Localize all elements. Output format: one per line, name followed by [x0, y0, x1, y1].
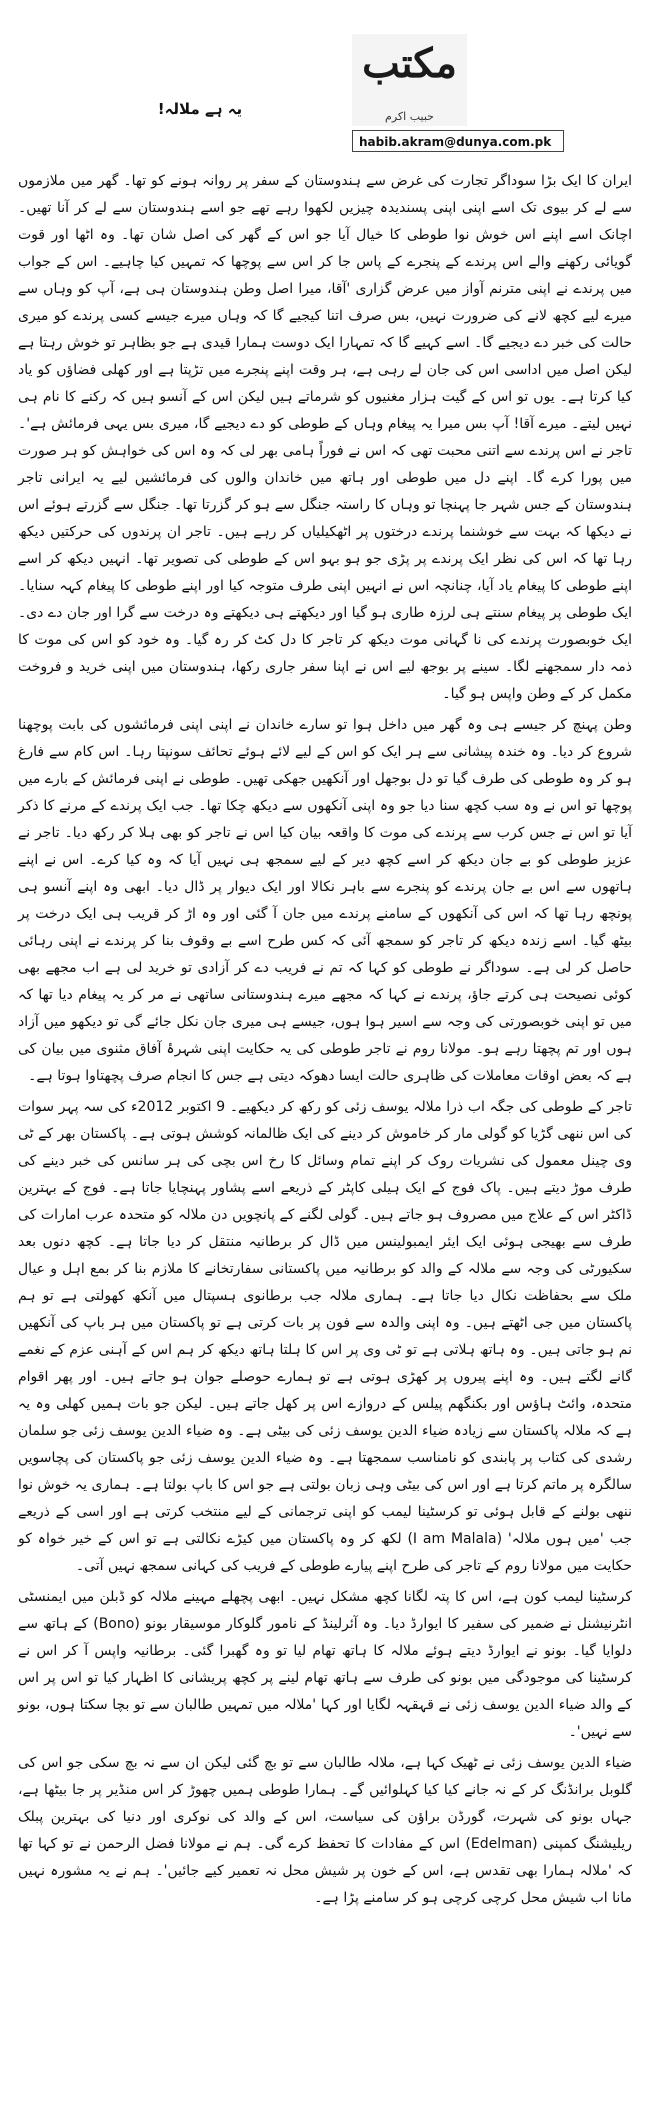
author-email: habib.akram@dunya.com.pk — [352, 130, 564, 152]
logo-text: مکتب — [362, 40, 457, 87]
article-paragraph-3: تاجر کے طوطی کی جگہ اب ذرا ملالہ یوسف زئی کو رکھ کر دیکھیے۔ 9 اکتوبر 2012ء کی سہ پہر سوات کی اس ننھی گڑیا کو گولی مار کر خاموش کر دینے کی ایک ظالمانہ کوشش ہوتی ہے۔ پاکستان بھر کے ٹی وی چینل معمول کی نشریات روک کر اپنے تمام وسائل کا رخ اس بچی کی ہر سانس کی خبر دینے کی طرف موڑ دیتے ہیں۔ پاک فوج کے ایک ہیلی کاپٹر کے ذریعے اسے پشاور پہنچایا جاتا ہے۔ فوج کے بہترین ڈاکٹر اس کے علاج میں مصروف ہو جاتے ہیں۔ گولی لگنے کے پانچویں دن ملالہ کو متحدہ عرب امارات کی طرف سے بھیجی ہوئی ایک ایئر ایمبولینس میں ڈال کر برطانیہ منتقل کر دیا جاتا ہے۔ کچھ دنوں بعد سکیورٹی کی وجہ سے ملالہ کے والد کو برطانیہ میں پاکستانی سفارتخانے کا ملازم بنا کر بمع اہل و عیال ملک سے بحفاظت نکال دیا جاتا ہے۔ ہماری ملالہ جب برطانوی ہسپتال میں آنکھ کھولتی ہے تو ہم پاکستان میں جی اٹھتے ہیں۔ وہ اپنی والدہ سے فون پر بات کرتی ہے تو پاکستان میں ہر باپ کی آنکھیں نم ہو جاتی ہیں۔ وہ ہاتھ ہلاتی ہے تو ٹی وی پر اس کا ہلتا ہاتھ دیکھ کر ہم اس کے آہنی عزم کے نغمے گانے لگتے ہیں۔ وہ اپنے پیروں پر کھڑی ہوتی ہے تو ہمارے حوصلے جوان ہو جاتے ہیں۔ اور پھر اقوام متحدہ، وائٹ ہاؤس اور بکنگھم پیلس کے دروازے اس پر کھل جاتے ہیں۔ لیکن جو بات ہمیں کھلی وہ یہ ہے کہ ملالہ پاکستان سے زیادہ ضیاء الدین یوسف زئی کی بیٹی ہے۔ وہ ضیاء الدین یوسف زئی جو سلمان رشدی کی کتاب پر پابندی کو نامناسب سمجھتا ہے۔ وہ ضیاء الدین یوسف زئی جو پاکستان کی پچاسویں سالگرہ پر ماتم کرتا ہے اور اس کی بیٹی وہی زبان بولتی ہے جو اس کا باپ بولتا ہے۔ ہماری یہ خوش نوا ننھی بولنے کے قابل ہوئی تو کرسٹینا لیمب کو اپنی ترجمانی کے لیے منتخب کرتی ہے اور اسی کے ذریعے جب 'میں ہوں ملالہ' (I am Malala) لکھ کر وہ پاکستان میں کیڑے نکالتی ہے تو اس کے خیر خواہ کو حکایت میں مولانا روم کے تاجر کی طرح اپنے پیارے طوطی کے فریب کی کہانی سمجھ نہیں آتی۔ — [18, 1099, 632, 1574]
article-paragraph-2: وطن پہنچ کر جیسے ہی وہ گھر میں داخل ہوا تو سارے خاندان نے اپنی اپنی فرمائشوں کی بابت پوچھنا شروع کر دیا۔ وہ خندہ پیشانی سے ہر ایک کو اس کے لیے لائے ہوئے تحائف سونپتا رہا۔ اس کام سے فارغ ہو کر وہ طوطی کی طرف گیا تو دل بوجھل اور آنکھیں جھکی تھیں۔ طوطی نے اپنی فرمائش کے بارے میں پوچھا تو اس نے وہ سب کچھ سنا دیا جو وہ اپنی آنکھوں سے دیکھ چکا تھا۔ جب ایک پرندے کے مرنے کا ذکر آیا تو اس نے جس کرب سے پرندے کی موت کا واقعہ بیان کیا اس نے تاجر کو بھی ہلا کر رکھ دیا۔ تاجر نے عزیز طوطی کو بے جان دیکھ کر اسے کچھ دیر کے لیے سمجھ ہی نہیں آیا کہ وہ کیا کرے۔ اس نے اپنے ہاتھوں سے اس بے جان پرندے کو پنجرے سے باہر نکالا اور ایک دیوار پر ڈال دیا۔ ابھی وہ اپنے آنسو ہی پونچھ رہا تھا کہ اس کی آنکھوں کے سامنے پرندے میں جان آ گئی اور وہ اڑ کر قریب ہی ایک درخت پر بیٹھ گیا۔ اسے زندہ دیکھ کر تاجر کو سمجھ آئی کہ کس طرح اسے بے وقوف بنا کر پرندے نے اپنی رہائی حاصل کر لی ہے۔ سوداگر نے طوطی کو کہا کہ تم نے فریب دے کر آزادی تو خرید لی ہے اب مجھے بھی کوئی نصیحت ہی کرتے جاؤ، پرندے نے کہا کہ مجھے میرے ہندوستانی ساتھی نے مر کر یہ پیغام دیا تھا کہ میں تو اپنی خوبصورتی کی وجہ سے اسیر ہوا ہوں، جیسے ہی میری جان نکل جائے گی تو دیکھو میں آزاد ہوں اور تم پچھتا رہے ہو۔ مولانا روم نے تاجر طوطی کی یہ حکایت اپنی شہرۂ آفاق مثنوی میں بیان کی ہے کہ بعض اوقات معاملات کی ظاہری حالت ایسا دھوکہ دیتی ہے جس کا انجام صرف پچھتاوا ہوتا ہے۔ — [18, 717, 632, 1084]
article-body — [18, 168, 632, 1916]
article-paragraph-5: ضیاء الدین یوسف زئی نے ٹھیک کہا ہے، ملالہ طالبان سے تو بچ گئی لیکن ان سے نہ بچ سکی جو اس کی گلوبل برانڈنگ کر کے نہ جانے کیا کیا کہلوائیں گے۔ ہمارا طوطی ہمیں چھوڑ کر اس منڈیر پر جا بیٹھا ہے، جہاں بونو کی شہرت، گورڈن براؤن کی سیاست، اس کے والد کی نوکری اور دنیا کی بہترین پبلک ریلیشنگ کمپنی (Edelman) اس کے مفادات کا تحفظ کرے گی۔ ہم نے مولانا فضل الرحمن نے تو کہا تھا کہ 'ملالہ ہمارا بھی تقدس ہے، اس کے خون پر شیش محل نہ تعمیر کیے جائیں'۔ ہم نے یہ مشورہ نہیں مانا اب شیش محل کرچی کرچی ہو کر سامنے پڑا ہے۔ — [18, 1755, 632, 1906]
article-paragraph-1: ایران کا ایک بڑا سوداگر تجارت کی غرض سے ہندوستان کے سفر پر روانہ ہونے کو تھا۔ گھر میں ملازموں سے لے کر بیوی تک اسے اپنی اپنی پسندیدہ چیزیں لکھوا رہے تھے جو اسے ہندوستان سے لے کر آنا تھیں۔ اچانک اسے اپنے اس خوش نوا طوطی کا خیال آیا جو اس کے گھر کی اصل شان تھا۔ وہ اٹھا اور قوت گویائی رکھنے والے اس پرندے کے پنجرے کے پاس جا کر اس سے پوچھا کہ تمہیں کیا چاہیے۔ اس کے جواب میں پرندے نے اپنی مترنم آواز میں عرض گزاری 'آقا، میرا اصل وطن ہندوستان ہی ہے، آپ کو وہاں سے میرے لیے کچھ لانے کی ضرورت نہیں، بس صرف اتنا کیجیے گا کہ وہاں میرے جیسے کسی پرندے کو میری حالت کی خبر دے دیجیے گا۔ اسے کہیے گا کہ تمہارا ایک دوست ہمارا قیدی ہے جو بظاہر تو خوش رہتا ہے لیکن اصل میں اداسی اس کی جان لے رہی ہے، ہر وقت اپنے پنجرے میں تڑپتا ہے اور کھلی فضاؤں کو یاد کیا کرتا ہے۔ یوں تو اس کے گیت ہزار مغنیوں کو شرماتے ہیں لیکن اس کے آنسو ہیں کہ رکنے کا نام ہی نہیں لیتے۔ میرے آقا! آپ بس میرا یہ پیغام وہاں کے طوطی کو دے دیجیے گا، میری بس یہی فرمائش ہے'۔ تاجر نے اس پرندے سے اتنی محبت تھی کہ اس نے فوراً ہامی بھر لی کہ وہ اس کی خواہش کو ہر صورت میں پورا کرے گا۔ اپنے دل میں طوطی اور ہاتھ میں خاندان والوں کی فرمائشیں لیے یہ ایرانی تاجر ہندوستان کے جس شہر جا پہنچا تو وہاں کا راستہ جنگل سے ہو کر گزرتا تھا۔ جنگل سے گزرتے ہوئے اس نے دیکھا کہ بہت سے خوشنما پرندے درختوں پر اٹھکیلیاں کر رہے ہیں۔ تاجر ان پرندوں کی حرکتیں دیکھ رہا تھا کہ اس کی نظر ایک پرندے پر پڑی جو ہو بہو اس کے طوطی کی تصویر تھا۔ انہیں دیکھ کر اسے اپنے طوطی کا پیغام یاد آیا، چنانچہ اس نے انہیں اپنی طرف متوجہ کیا اور اپنے طوطی کا پیغام کہہ سنایا۔ ایک طوطی پر پیغام سنتے ہی لرزہ طاری ہو گیا اور دیکھتے ہی دیکھتے وہ درخت سے گرا اور جان دے دی۔ ایک خوبصورت پرندے کی نا گہانی موت دیکھ کر تاجر کا دل کٹ کر رہ گیا۔ وہ خود کو اس کی موت کا ذمہ دار سمجھنے لگا۔ سینے پر بوجھ لیے اس نے اپنا سفر جاری رکھا، ہندوستان میں اپنی خرید و فروخت مکمل کر کے وطن واپس ہو گیا۔ — [18, 173, 632, 702]
column-logo — [352, 34, 467, 126]
article-paragraph-4: کرسٹینا لیمب کون ہے، اس کا پتہ لگانا کچھ مشکل نہیں۔ ابھی پچھلے مہینے ملالہ کو ڈبلن میں ایمنسٹی انٹرنیشنل نے ضمیر کی سفیر کا ایوارڈ دیا۔ وہ آئرلینڈ کے نامور گلوکار موسیقار بونو (Bono) کے ہاتھ سے دلوایا گیا۔ بونو نے ایوارڈ دیتے ہوئے ملالہ کا ہاتھ تھام لیا تو وہ گھبرا گئی۔ برطانیہ واپس آ کر اس نے کرسٹینا کی موجودگی میں بونو کی طرف سے ہاتھ تھام لینے پر کچھ پریشانی کا اظہار کیا تو اس پر اس کے والد ضیاء الدین یوسف زئی نے قہقہہ لگایا اور کہا 'ملالہ میں تمہیں طالبان سے تو بچا سکتا ہوں، بونو سے نہیں'۔ — [18, 1589, 632, 1740]
column-header — [0, 14, 650, 164]
column-title: یہ ہے ملالہ! — [157, 100, 243, 118]
author-name: حبیب اکرم — [385, 110, 434, 123]
